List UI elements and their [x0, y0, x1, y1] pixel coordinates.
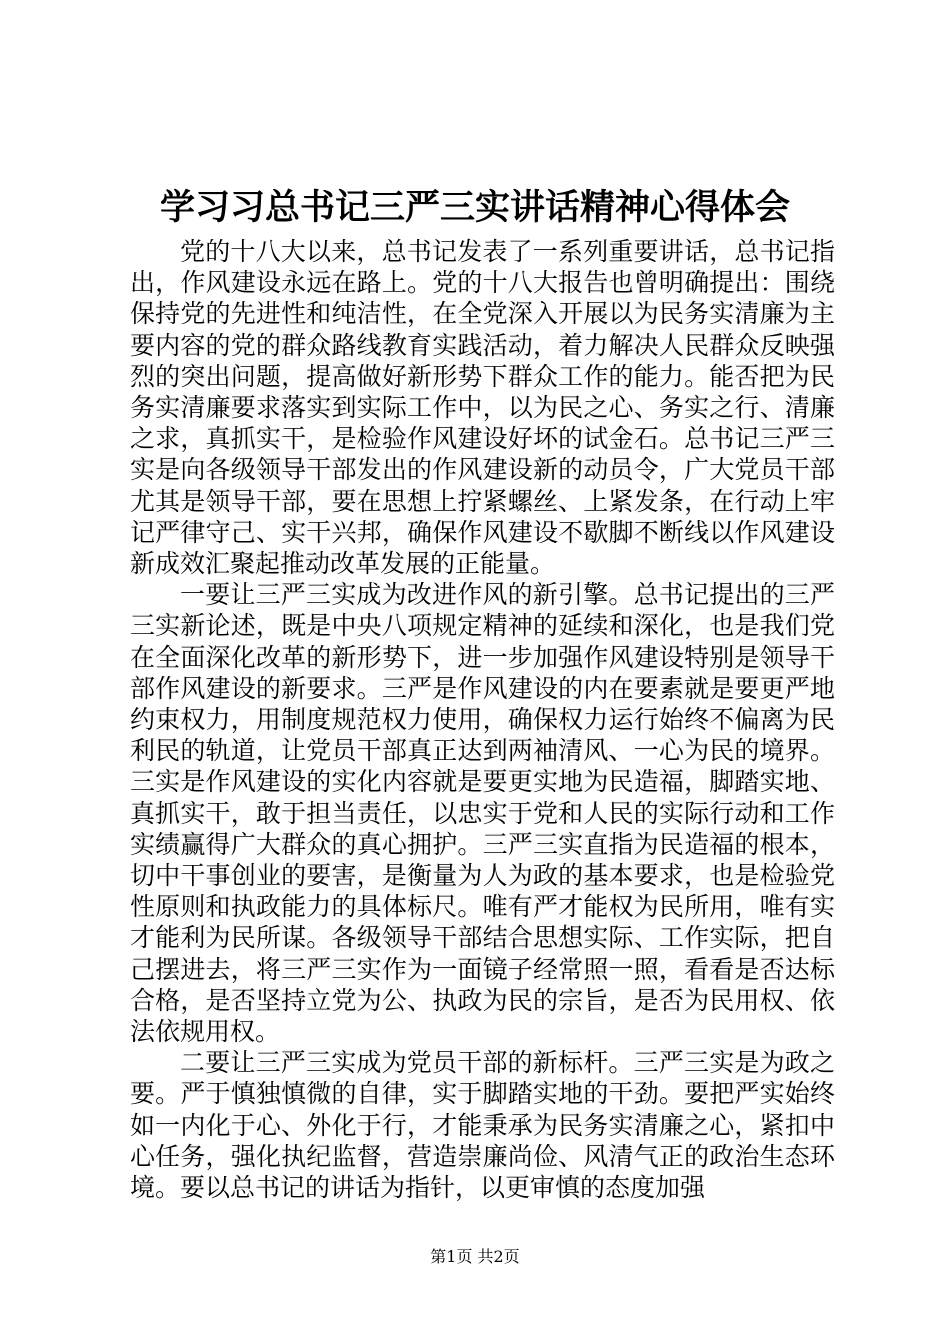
paragraph-2: 一要让三严三实成为改进作风的新引擎。总书记提出的三严三实新论述，既是中央八项规定精神的延续和深化，也是我们党在全面深化改革的新形势下，进一步加强作风建设特别是领导干部作风建设的新要求。三严是作风建设的内在要素就是要更严地约束权力，用制度规范权力使用，确保权力运行始终不偏离为民利民的轨道，让党员干部真正达到两袖清风、一心为民的境界。三实是作风建设的实化内容就是要更实地为民造福，脚踏实地、真抓实干，敢于担当责任，以忠实于党和人民的实际行动和工作实绩赢得广大群众的真心拥护。三严三实直指为民造福的根本，切中干事创业的要害，是衡量为人为政的基本要求，也是检验党性原则和执政能力的具体标尺。唯有严才能权为民所用，唯有实才能利为民所谋。各级领导干部结合思想实际、工作实际，把自己摆进去，将三严三实作为一面镜子经常照一照，看看是否达标合格，是否坚持立党为公、执政为民的宗旨，是否为民用权、依法依规用权。	[130, 580, 835, 1047]
document-body	[130, 236, 835, 1203]
paragraph-3: 二要让三严三实成为党员干部的新标杆。三严三实是为政之要。严于慎独慎微的自律，实于脚踏实地的干劲。要把严实始终如一内化于心、外化于行，才能秉承为民务实清廉之心，紧扣中心任务，强化执纪监督，营造崇廉尚俭、风清气正的政治生态环境。要以总书记的讲话为指针，以更审慎的态度加强	[130, 1048, 835, 1203]
document-title: 学习习总书记三严三实讲话精神心得体会	[159, 187, 790, 228]
paragraph-1: 党的十八大以来，总书记发表了一系列重要讲话，总书记指出，作风建设永远在路上。党的十八大报告也曾明确提出：围绕保持党的先进性和纯洁性，在全党深入开展以为民务实清廉为主要内容的党的群众路线教育实践活动，着力解决人民群众反映强烈的突出问题，提高做好新形势下群众工作的能力。能否把为民务实清廉要求落实到实际工作中，以为民之心、务实之行、清廉之求，真抓实干，是检验作风建设好坏的试金石。总书记三严三实是向各级领导干部发出的作风建设新的动员令，广大党员干部尤其是领导干部，要在思想上拧紧螺丝、上紧发条，在行动上牢记严律守己、实干兴邦，确保作风建设不歇脚不断线以作风建设新成效汇聚起推动改革发展的正能量。	[130, 237, 835, 579]
page-number-footer: 第1页 共2页	[430, 1247, 520, 1266]
